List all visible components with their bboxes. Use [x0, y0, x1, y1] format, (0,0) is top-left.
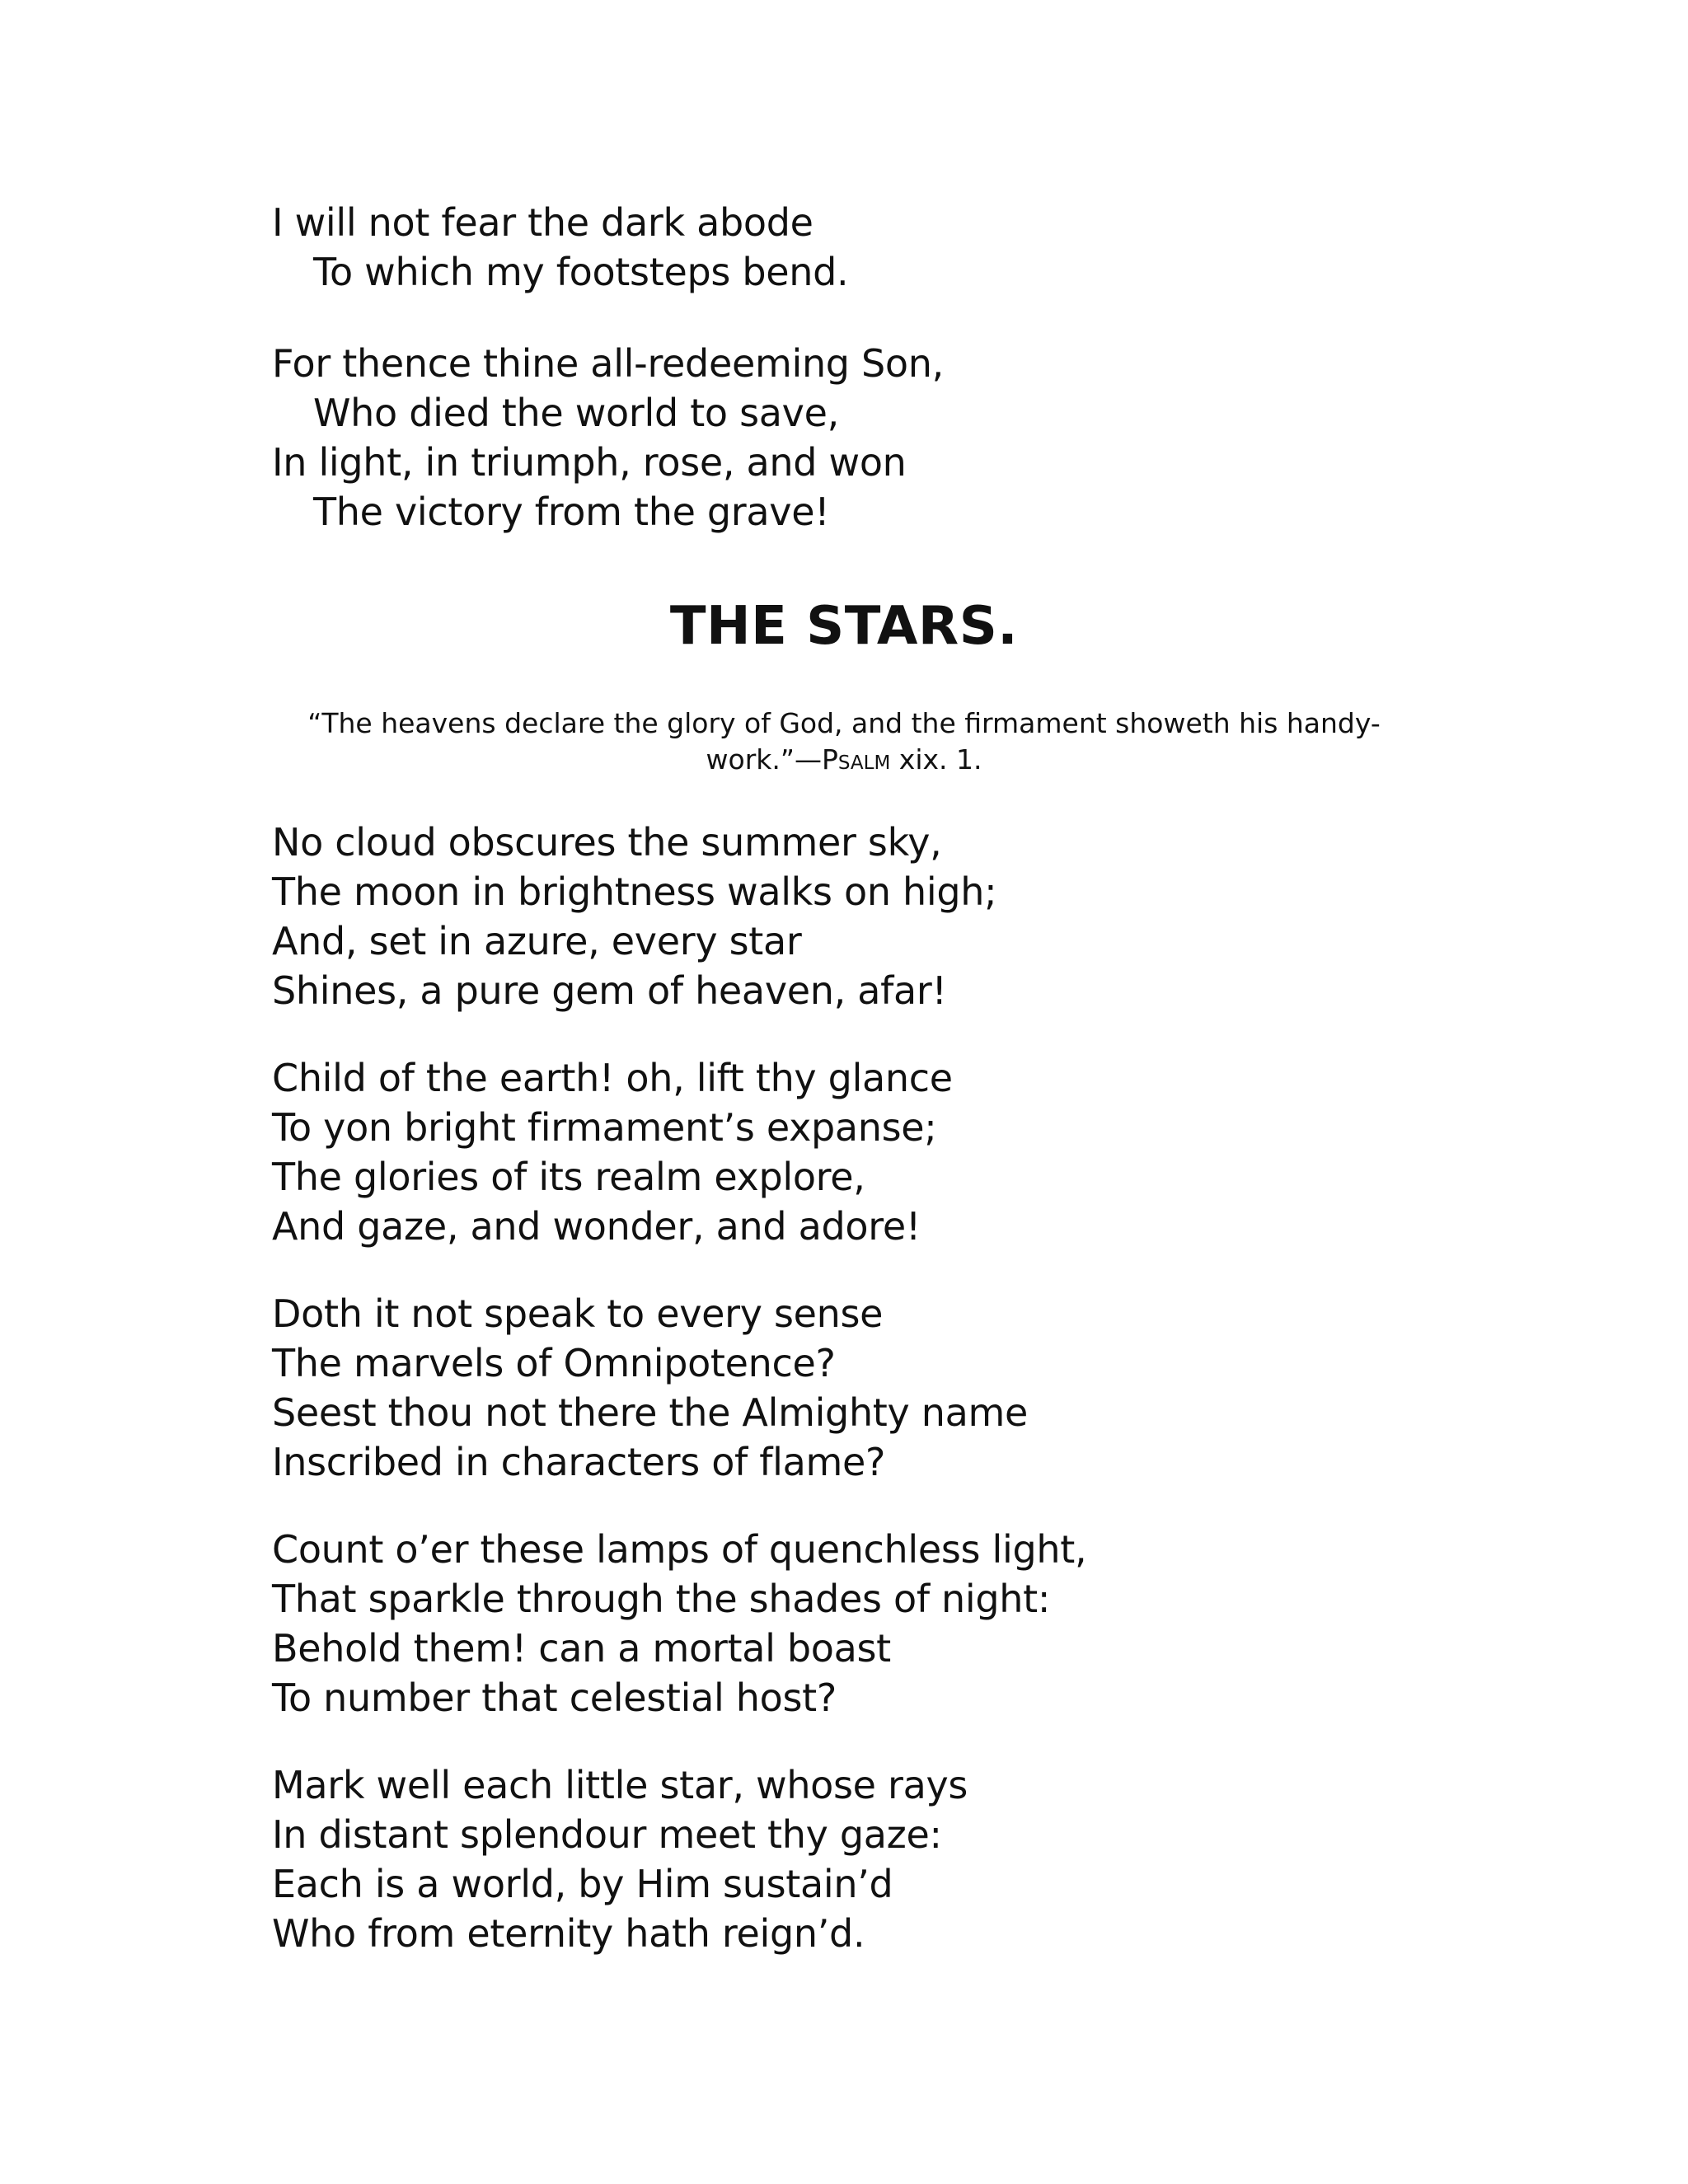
verse-line: To number that celestial host?: [272, 1675, 837, 1720]
verse-line: To which my footsteps bend.: [313, 250, 849, 294]
poem-stanza-1: [272, 818, 1508, 1015]
verse-line: The victory from the grave!: [313, 490, 830, 534]
verse-line: Mark well each little star, whose rays: [272, 1763, 968, 1807]
epigraph-line: [272, 742, 1416, 778]
verse-line: For thence thine all-redeeming Son,: [272, 341, 944, 386]
verse-line: I will not fear the dark abode: [272, 200, 814, 245]
verse-line: Who died the world to save,: [313, 391, 839, 435]
verse-line: And gaze, and wonder, and adore!: [272, 1204, 921, 1249]
poem-stanza-5: [272, 1760, 1508, 1958]
poem-stanza-3: [272, 1289, 1508, 1487]
verse-line: The glories of its realm explore,: [272, 1155, 865, 1199]
epigraph-line: “The heavens declare the glory of God, and the firmament showeth his handy-: [307, 707, 1381, 739]
verse-line: Inscribed in characters of flame?: [272, 1440, 886, 1484]
poem-stanza-4: [272, 1525, 1508, 1722]
verse-line: Who from eternity hath reign’d.: [272, 1911, 865, 1956]
prev-poem-stanza-2: [272, 339, 1508, 537]
verse-line: No cloud obscures the summer sky,: [272, 820, 942, 865]
epigraph-text: work.”—: [706, 743, 822, 776]
verse-line: Shines, a pure gem of heaven, afar!: [272, 968, 947, 1013]
epigraph-reference: xix. 1.: [890, 743, 982, 776]
verse-line: To yon bright firmament’s expanse;: [272, 1105, 937, 1150]
verse-line: Each is a world, by Him sustain’d: [272, 1862, 893, 1906]
poem-stanza-2: [272, 1053, 1508, 1251]
verse-line: In light, in triumph, rose, and won: [272, 440, 907, 485]
verse-line: Behold them! can a mortal boast: [272, 1626, 891, 1671]
verse-line: Child of the earth! oh, lift thy glance: [272, 1056, 953, 1100]
verse-line: The marvels of Omnipotence?: [272, 1341, 836, 1385]
verse-line: That sparkle through the shades of night:: [272, 1577, 1051, 1621]
epigraph: [272, 705, 1416, 778]
verse-line: And, set in azure, every star: [272, 919, 802, 963]
poem-title: THE STARS.: [669, 596, 1019, 657]
verse-line: Seest thou not there the Almighty name: [272, 1390, 1029, 1435]
verse-line: The moon in brightness walks on high;: [272, 869, 997, 914]
epigraph-source: Psalm: [821, 743, 891, 776]
prev-poem-stanza-1: [272, 198, 1508, 297]
verse-line: Count o’er these lamps of quenchless light,: [272, 1527, 1087, 1572]
verse-line: Doth it not speak to every sense: [272, 1291, 884, 1336]
verse-line: In distant splendour meet thy gaze:: [272, 1812, 942, 1857]
